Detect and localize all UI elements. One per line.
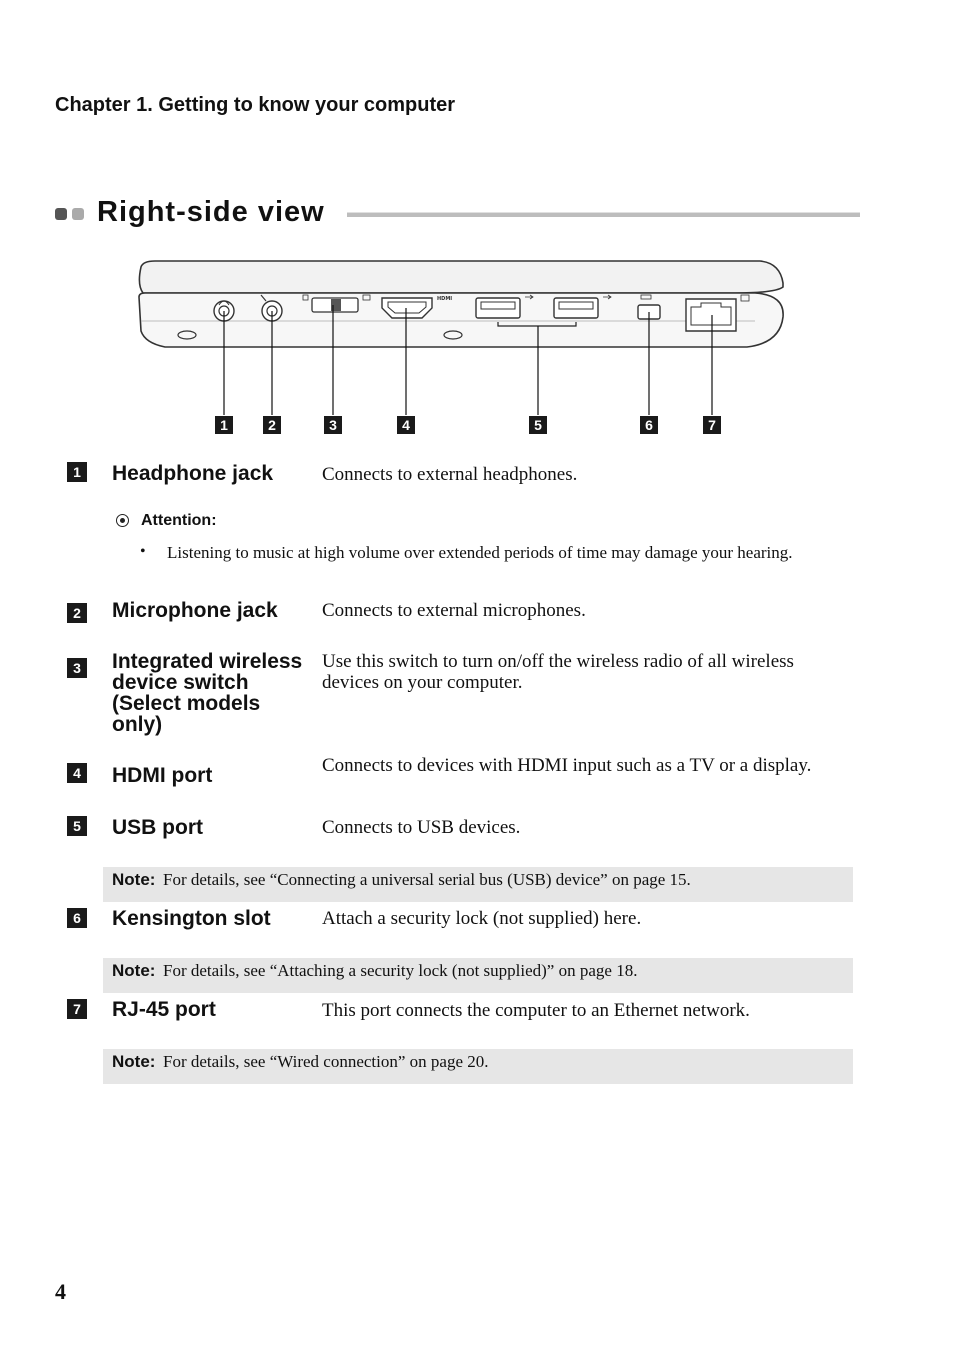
item-desc-microphone-jack: Connects to external microphones. bbox=[322, 600, 586, 621]
section-bullet-light bbox=[72, 208, 84, 220]
callout-7: 7 bbox=[703, 416, 721, 434]
callout-1: 1 bbox=[215, 416, 233, 434]
item-desc-usb-port: Connects to USB devices. bbox=[322, 817, 521, 838]
callout-6: 6 bbox=[640, 416, 658, 434]
item-desc-wireless-switch: Use this switch to turn on/off the wireless radio of all wireless devices on your computer. bbox=[322, 651, 794, 693]
callout-4: 4 bbox=[397, 416, 415, 434]
item-label-kensington-slot: Kensington slot bbox=[112, 907, 271, 930]
item-number: 7 bbox=[67, 999, 87, 1019]
callout-5: 5 bbox=[529, 416, 547, 434]
rj45-port bbox=[686, 299, 736, 331]
item-number: 6 bbox=[67, 908, 87, 928]
note-label: Note: bbox=[112, 870, 156, 889]
item-label-rj45-port: RJ-45 port bbox=[112, 998, 216, 1021]
note-text: For details, see “Wired connection” on page 20. bbox=[163, 1052, 489, 1071]
page-number: 4 bbox=[55, 1279, 66, 1304]
usb-port-2 bbox=[554, 298, 598, 318]
item-desc-kensington-slot: Attach a security lock (not supplied) here. bbox=[322, 908, 642, 929]
section-title: Right-side view bbox=[97, 196, 325, 228]
item-label-wireless-switch: Integrated wireless device switch (Select models only) bbox=[112, 650, 303, 736]
section-header bbox=[55, 196, 860, 232]
callout-3: 3 bbox=[324, 416, 342, 434]
note-text: For details, see “Attaching a security lock (not supplied)” on page 18. bbox=[163, 961, 638, 980]
item-label-usb-port: USB port bbox=[112, 816, 203, 839]
item-label-headphone-jack: Headphone jack bbox=[112, 462, 274, 485]
note-text: For details, see “Connecting a universal serial bus (USB) device” on page 15. bbox=[163, 870, 691, 889]
note-label: Note: bbox=[112, 961, 156, 980]
hdmi-text: HDMI bbox=[437, 296, 453, 302]
item-number: 1 bbox=[67, 462, 87, 482]
item-label-microphone-jack: Microphone jack bbox=[112, 599, 278, 622]
laptop-right-side-diagram bbox=[135, 255, 790, 440]
note-usb bbox=[103, 867, 853, 902]
attention-label: Attention: bbox=[141, 512, 217, 529]
item-label-hdmi-port: HDMI port bbox=[112, 764, 213, 787]
note-security-lock bbox=[103, 958, 853, 993]
item-desc-headphone-jack: Connects to external headphones. bbox=[322, 464, 578, 485]
item-desc-hdmi-port: Connects to devices with HDMI input such as a TV or a display. bbox=[322, 755, 812, 776]
laptop-lid bbox=[139, 261, 783, 293]
item-desc-rj45-port: This port connects the computer to an Ethernet network. bbox=[322, 1000, 750, 1021]
chapter-heading: Chapter 1. Getting to know your computer bbox=[55, 94, 456, 116]
item-number: 5 bbox=[67, 816, 87, 836]
attention-icon bbox=[116, 514, 129, 527]
section-bullet-dark bbox=[55, 208, 67, 220]
callout-2: 2 bbox=[263, 416, 281, 434]
bullet-icon: • bbox=[140, 543, 146, 560]
note-wired-connection bbox=[103, 1049, 853, 1084]
item-number: 3 bbox=[67, 658, 87, 678]
item-number: 2 bbox=[67, 603, 87, 623]
section-rule bbox=[347, 212, 860, 217]
note-label: Note: bbox=[112, 1052, 156, 1071]
usb-port-1 bbox=[476, 298, 520, 318]
attention-text: Listening to music at high volume over extended periods of time may damage your hearing. bbox=[167, 543, 793, 562]
item-number: 4 bbox=[67, 763, 87, 783]
